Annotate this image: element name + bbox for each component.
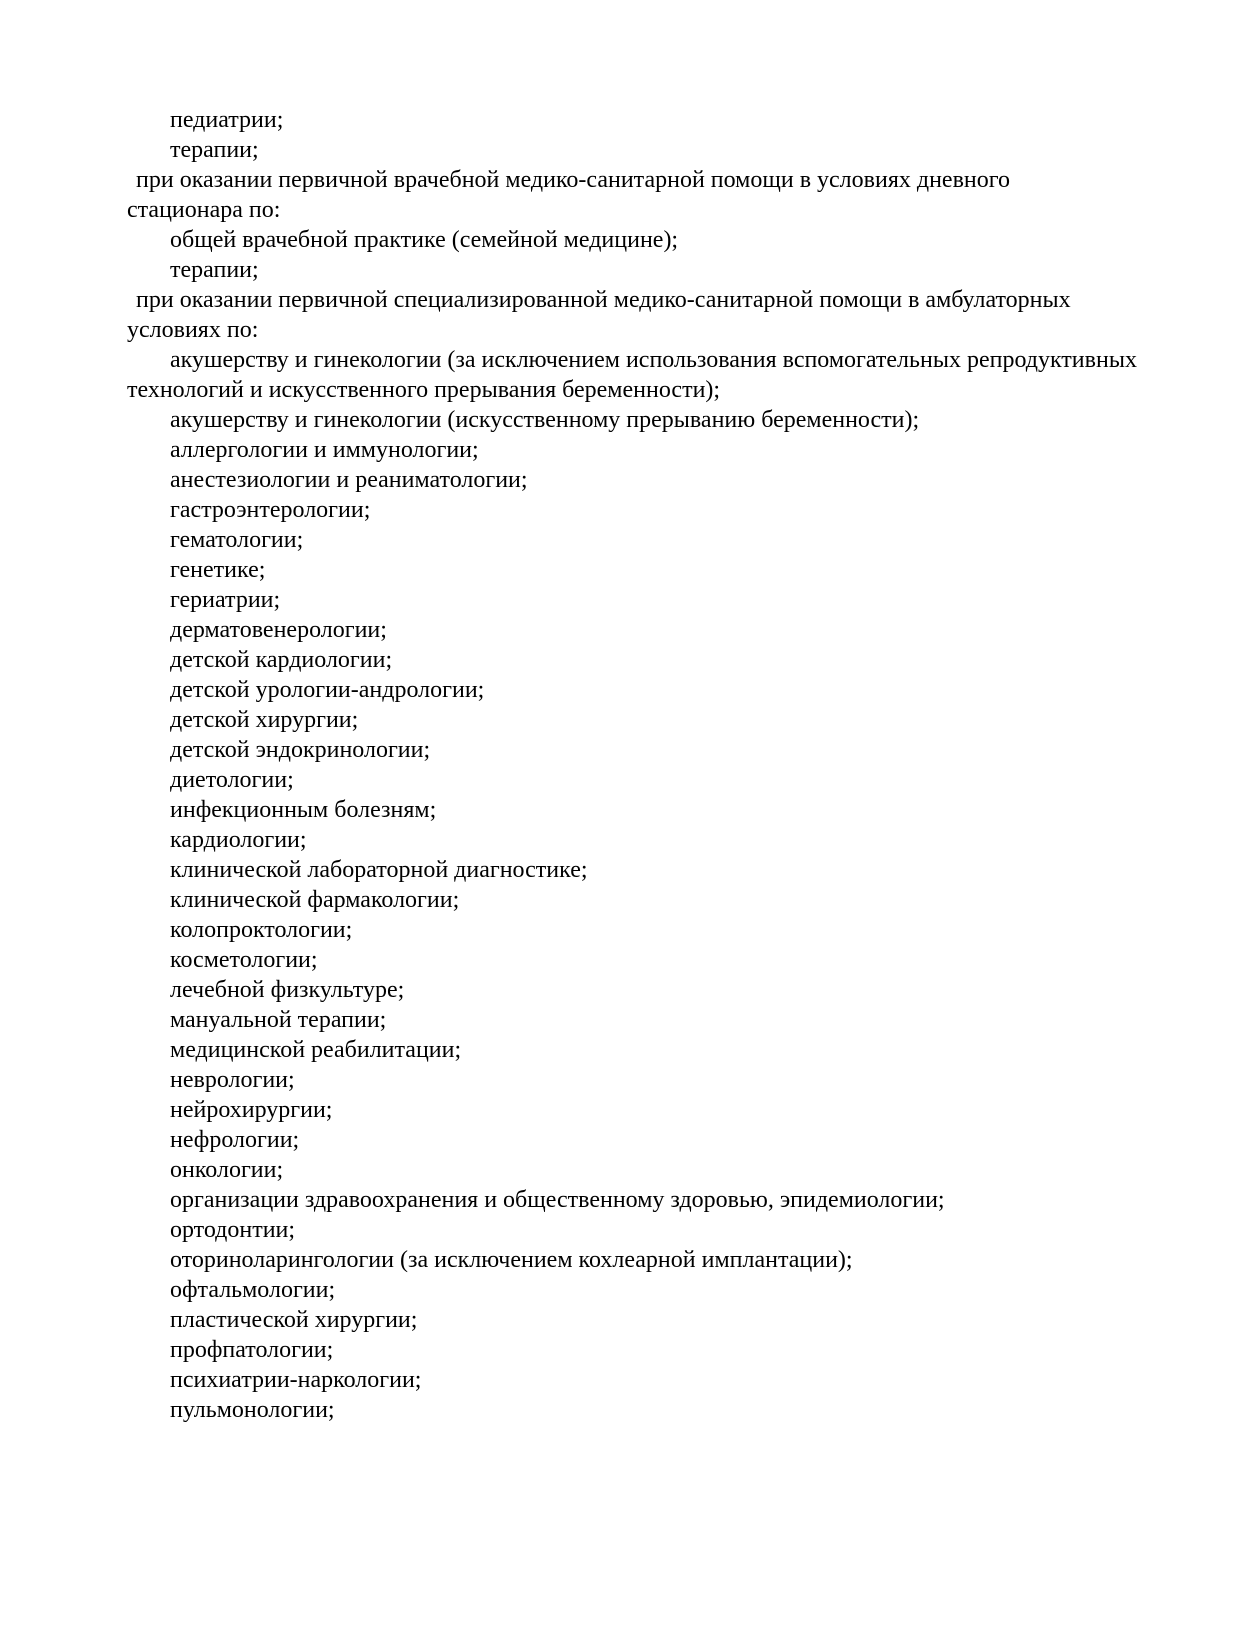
document-line: детской кардиологии; — [170, 647, 393, 673]
document-line: кардиологии; — [170, 827, 307, 853]
document-line: клинической фармакологии; — [170, 887, 460, 913]
document-line: акушерству и гинекологии (искусственному прерыванию беременности); — [170, 407, 920, 433]
document-line: диетологии; — [170, 767, 294, 793]
document-line: организации здравоохранения и общественному здоровью, эпидемиологии; — [170, 1187, 945, 1213]
document-line: нефрологии; — [170, 1127, 300, 1153]
document-line: гастроэнтерологии; — [170, 497, 371, 523]
document-line: детской эндокринологии; — [170, 737, 431, 763]
document-line: акушерству и гинекологии (за исключением использования вспомогательных репродуктивных — [170, 347, 1137, 373]
document-line: педиатрии; — [170, 107, 284, 133]
document-line: гериатрии; — [170, 587, 281, 613]
document-line: инфекционным болезням; — [170, 797, 437, 823]
document-line: детской хирургии; — [170, 707, 359, 733]
document-line: гематологии; — [170, 527, 304, 553]
document-line: общей врачебной практике (семейной медицине); — [170, 227, 679, 253]
document-line: генетике; — [170, 557, 266, 583]
document-line: терапии; — [170, 257, 259, 283]
document-line: при оказании первичной врачебной медико-санитарной помощи в условиях дневного — [136, 167, 1010, 193]
document-line: психиатрии-наркологии; — [170, 1367, 422, 1393]
document-line: при оказании первичной специализированной медико-санитарной помощи в амбулаторных — [136, 287, 1071, 313]
document-line: технологий и искусственного прерывания беременности); — [127, 377, 721, 403]
document-line: онкологии; — [170, 1157, 284, 1183]
document-line: профпатологии; — [170, 1337, 334, 1363]
document-line: условиях по: — [127, 317, 259, 343]
document-line: ортодонтии; — [170, 1217, 296, 1243]
document-line: анестезиологии и реаниматологии; — [170, 467, 528, 493]
document-line: дерматовенерологии; — [170, 617, 387, 643]
document-line: косметологии; — [170, 947, 318, 973]
document-line: детской урологии-андрологии; — [170, 677, 485, 703]
document-line: терапии; — [170, 137, 259, 163]
document-line: неврологии; — [170, 1067, 295, 1093]
document-line: пульмонологии; — [170, 1397, 335, 1423]
document-line: колопроктологии; — [170, 917, 353, 943]
document-line: оториноларингологии (за исключением кохлеарной имплантации); — [170, 1247, 853, 1273]
document-line: стационара по: — [127, 197, 281, 223]
document-line: мануальной терапии; — [170, 1007, 387, 1033]
document-line: лечебной физкультуре; — [170, 977, 405, 1003]
document-line: нейрохирургии; — [170, 1097, 333, 1123]
document-line: медицинской реабилитации; — [170, 1037, 462, 1063]
document-line: аллергологии и иммунологии; — [170, 437, 479, 463]
document-line: пластической хирургии; — [170, 1307, 418, 1333]
document-text-block — [127, 105, 1137, 1425]
document-line: клинической лабораторной диагностике; — [170, 857, 588, 883]
document-line: офтальмологии; — [170, 1277, 336, 1303]
